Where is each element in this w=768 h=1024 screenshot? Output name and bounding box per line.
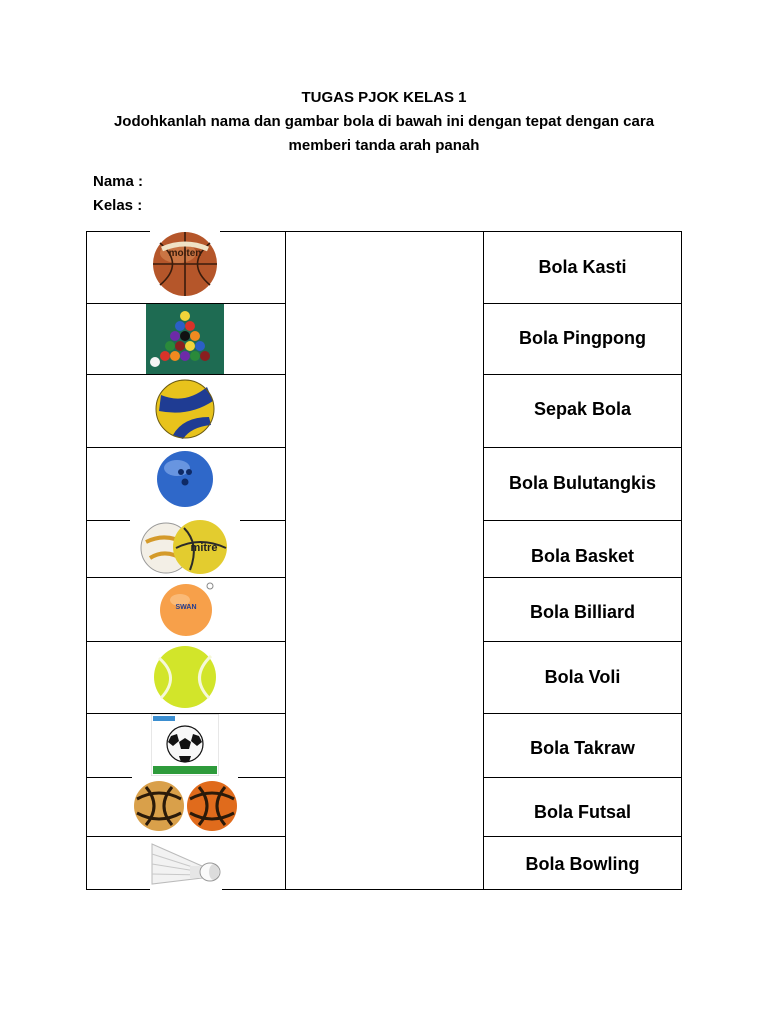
right-row-divider [483, 577, 682, 578]
volleyball-icon [153, 377, 217, 441]
right-row-divider [483, 303, 682, 304]
soccer-ball-icon [151, 714, 219, 776]
right-row-divider [483, 777, 682, 778]
worksheet-title: TUGAS PJOK KELAS 1 [301, 89, 467, 106]
name-label: Nama : [93, 173, 144, 190]
label-bola-kasti: Bola Kasti [538, 257, 627, 277]
left-row-divider [86, 777, 132, 778]
svg-text:molten: molten [168, 248, 202, 259]
label-bola-pingpong: Bola Pingpong [519, 328, 646, 348]
left-row-divider [86, 374, 286, 375]
label-bola-basket: Bola Basket [530, 546, 635, 566]
billiard-balls-icon [146, 304, 224, 374]
right-row-divider [483, 374, 682, 375]
label-bola-futsal: Bola Futsal [533, 802, 631, 822]
left-row-divider [240, 520, 286, 521]
pingpong-ball-icon [156, 580, 216, 638]
left-row-divider [86, 836, 286, 837]
label-bola-billiard: Bola Billiard [529, 602, 636, 622]
right-row-divider [483, 836, 682, 837]
left-row-divider [86, 520, 130, 521]
left-row-divider [86, 447, 286, 448]
svg-text:mitre: mitre [190, 542, 218, 554]
instruction-line-1: Jodohkanlah nama dan gambar bola di bawah ini dengan tepat dengan cara [113, 113, 655, 130]
shuttlecock-icon [150, 838, 222, 890]
class-label: Kelas : [93, 197, 143, 214]
basketball-icon [150, 231, 220, 297]
right-row-divider [483, 713, 682, 714]
bowling-ball-icon [153, 450, 217, 508]
left-row-divider [86, 641, 286, 642]
instruction-line-2: memberi tanda arah panah [288, 137, 480, 154]
label-bola-voli: Bola Voli [544, 667, 621, 687]
answer-column[interactable] [285, 231, 484, 890]
right-row-divider [483, 447, 682, 448]
right-row-divider [483, 520, 682, 521]
label-bola-bulutangkis: Bola Bulutangkis [508, 473, 656, 493]
right-row-divider [483, 641, 682, 642]
svg-text:SWAN: SWAN [175, 604, 197, 611]
futsal-balls-icon [140, 518, 232, 576]
label-bola-takraw: Bola Takraw [530, 738, 635, 758]
label-sepak-bola: Sepak Bola [533, 399, 632, 419]
label-bola-bowling: Bola Bowling [525, 854, 640, 874]
tennis-kasti-ball-icon [151, 644, 219, 710]
left-row-divider [86, 577, 286, 578]
takraw-balls-icon [132, 779, 240, 833]
left-row-divider [238, 777, 286, 778]
